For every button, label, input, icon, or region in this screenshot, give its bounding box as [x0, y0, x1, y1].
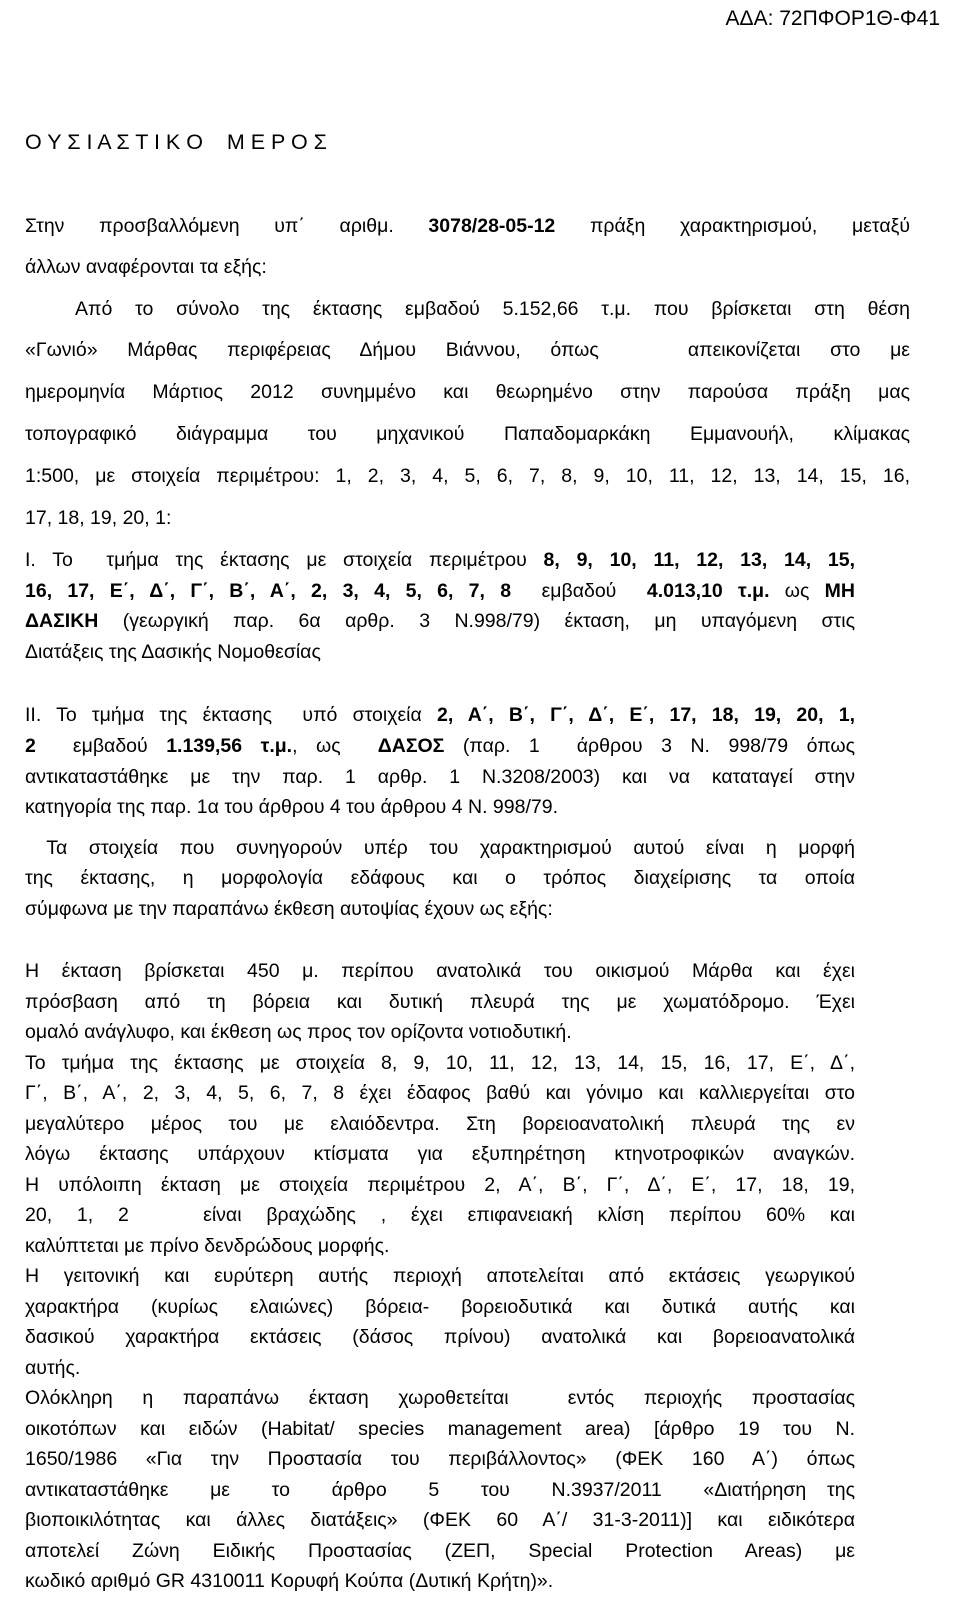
text-run: 1650/1986 «Για την Προστασία του περιβάλλοντος» (ΦΕΚ 160 Α΄) όπως: [25, 1448, 855, 1470]
text-line: [25, 1511, 855, 1531]
text-run: τοπογραφικό διάγραμμα του μηχανικού Παπαδομαρκάκη Εμμανουήλ, κλίμακας: [25, 423, 910, 445]
text-run: , ως: [292, 735, 378, 757]
bold-text-run: ΔΑΣΙΚΗ: [25, 610, 99, 632]
text-line: [25, 612, 855, 632]
text-line: [25, 962, 855, 982]
text-run: 1:500, με στοιχεία περιμέτρου: 1, 2, 3, 4, 5, 6, 7, 8, 9, 10, 11, 12, 13, 14, 15, 16,: [25, 465, 910, 487]
text-line: [25, 643, 321, 663]
text-line: [25, 383, 910, 403]
bold-text-run: ΔΑΣΟΣ: [377, 735, 445, 757]
text-run: αντικαταστάθηκε με την παρ. 1 αρθρ. 1 Ν.3208/2003) και να καταταγεί στην: [25, 766, 855, 788]
text-run: Στην προσβαλλόμενη υπ΄ αριθμ.: [25, 215, 429, 237]
text-line: [25, 1359, 80, 1379]
text-line: [25, 467, 910, 487]
text-run: Διατάξεις της Δασικής Νομοθεσίας: [25, 641, 321, 663]
text-run: 20, 1, 2 είναι βραχώδης , έχει επιφανειακή κλίση περίπου 60% και: [25, 1204, 855, 1226]
text-line: [75, 300, 910, 320]
text-line: [25, 1084, 855, 1104]
text-run: Η έκταση βρίσκεται 450 μ. περίπου ανατολικά του οικισμού Μάρθα και έχει: [25, 960, 855, 982]
text-line: [25, 1054, 855, 1074]
text-line: [25, 425, 910, 445]
text-line: [25, 706, 855, 726]
text-run: κατηγορία της παρ. 1α του άρθρου 4 του άρθρου 4 Ν. 998/79.: [25, 796, 558, 818]
text-line: [25, 993, 855, 1013]
text-run: (γεωργική παρ. 6α αρθρ. 3 Ν.998/79) έκταση, μη υπαγόμενη στις: [98, 610, 855, 632]
text-line: [25, 1389, 855, 1409]
text-run: 17, 18, 19, 20, 1:: [25, 507, 172, 529]
text-run: ημερομηνία Μάρτιος 2012 συνημμένο και θεωρημένο στην παρούσα πράξη μας: [25, 381, 910, 403]
text-run: αποτελεί Ζώνη Ειδικής Προστασίας (ΖΕΠ, Special Protection Areas) με: [25, 1540, 855, 1562]
text-run: ως: [769, 580, 825, 602]
text-line: [25, 1298, 855, 1318]
text-run: ΙΙ. Το τμήμα της έκτασης υπό στοιχεία: [25, 704, 437, 726]
text-line: [25, 798, 558, 818]
text-line: [25, 1145, 855, 1165]
text-run: βιοποικιλότητας και άλλες διατάξεις» (ΦΕΚ 60 Α΄/ 31-3-2011)] και ειδικότερα: [25, 1509, 855, 1531]
text-run: Ολόκληρη η παραπάνω έκταση χωροθετείται εντός περιοχής προστασίας: [25, 1387, 855, 1409]
text-line: [25, 869, 855, 889]
text-run: (παρ. 1 άρθρου 3 Ν. 998/79 όπως: [444, 735, 856, 757]
text-line: [25, 551, 855, 571]
text-line: [25, 341, 910, 361]
text-line: [25, 217, 910, 237]
text-line: [25, 1237, 389, 1257]
text-run: πρόσβαση από τη βόρεια και δυτική πλευρά της με χωματόδρομο. Έχει: [25, 991, 855, 1013]
text-run: εμβαδού: [35, 735, 167, 757]
text-run: Ι. Το τμήμα της έκτασης με στοιχεία περιμέτρου: [25, 549, 544, 571]
text-run: της έκτασης, η μορφολογία εδάφους και ο τρόπος διαχείρισης τα οποία: [25, 867, 855, 889]
text-run: Η γειτονική και ευρύτερη αυτής περιοχή αποτελείται από εκτάσεις γεωργικού: [25, 1265, 855, 1287]
text-run: Η υπόλοιπη έκταση με στοιχεία περιμέτρου 2, Α΄, Β΄, Γ΄, Δ΄, Ε΄, 17, 18, 19,: [25, 1174, 855, 1196]
text-line: [25, 1115, 855, 1135]
text-run: εμβαδού: [511, 580, 647, 602]
text-line: [25, 1176, 855, 1196]
text-line: [25, 768, 855, 788]
text-run: Το τμήμα της έκτασης με στοιχεία 8, 9, 10, 11, 12, 13, 14, 15, 16, 17, Ε΄, Δ΄,: [25, 1052, 855, 1074]
text-line: [25, 1572, 553, 1592]
text-run: πράξη χαρακτηρισμού, μεταξύ: [555, 215, 910, 237]
text-run: δασικού χαρακτήρα εκτάσεις (δάσος πρίνου) ανατολικά και βορειοανατολικά: [25, 1326, 855, 1348]
text-line: [25, 1267, 855, 1287]
text-line: [25, 1420, 855, 1440]
text-run: καλύπτεται με πρίνο δενδρώδους μορφής.: [25, 1235, 390, 1257]
text-run: άλλων αναφέρονται τα εξής:: [25, 256, 267, 278]
bold-text-run: 2: [25, 735, 36, 757]
text-line: [25, 1206, 855, 1226]
text-run: χαρακτήρα (κυρίως ελαιώνες) βόρεια- βορειοδυτικά και δυτικά αυτής και: [25, 1296, 855, 1318]
text-run: μεγαλύτερο μέρος του με ελαιόδεντρα. Στη βορειοανατολική πλευρά της εν: [25, 1113, 855, 1135]
text-line: [25, 1450, 855, 1470]
bold-text-run: 8, 9, 10, 11, 12, 13, 14, 15,: [543, 549, 855, 571]
text-run: οικοτόπων και ειδών (Habitat/ species management area) [άρθρο 19 του Ν.: [25, 1418, 855, 1440]
text-run: λόγω έκτασης υπάρχουν κτίσματα για εξυπηρέτηση κτηνοτροφικών αναγκών.: [25, 1143, 855, 1165]
bold-text-run: ΜΗ: [824, 580, 855, 602]
bold-text-run: 2, Α΄, Β΄, Γ΄, Δ΄, Ε΄, 17, 18, 19, 20, 1,: [436, 704, 856, 726]
text-line: [25, 509, 171, 529]
text-run: σύμφωνα με την παραπάνω έκθεση αυτοψίας έχουν ως εξής:: [25, 898, 553, 920]
text-run: Από το σύνολο της έκτασης εμβαδού 5.152,66 τ.μ. που βρίσκεται στη θέση: [75, 298, 910, 320]
bold-text-run: 3078/28-05-12: [428, 215, 556, 237]
text-line: [25, 1481, 855, 1501]
text-line: [25, 839, 855, 859]
text-run: αντικαταστάθηκε με το άρθρο 5 του Ν.3937/2011 «Διατήρηση της: [25, 1479, 855, 1501]
text-run: Γ΄, Β΄, Α΄, 2, 3, 4, 5, 6, 7, 8 έχει έδαφος βαθύ και γόνιμο και καλλιεργείται στο: [25, 1082, 855, 1104]
ada-header: ΑΔΑ: 72ΠΦΟΡ1Θ-Φ41: [725, 7, 940, 30]
text-line: [25, 1328, 855, 1348]
text-line: [25, 258, 267, 278]
text-line: [25, 1542, 855, 1562]
text-line: [25, 737, 855, 757]
section-title: Ο Υ Σ Ι Α Σ Τ Ι Κ Ο Μ Ε Ρ Ο Σ: [25, 130, 327, 154]
text-line: [25, 900, 553, 920]
text-line: [25, 1023, 572, 1043]
text-run: «Γωνιό» Μάρθας περιφέρειας Δήμου Βιάννου, όπως απεικονίζεται στο με: [25, 339, 910, 361]
text-run: αυτής.: [25, 1357, 81, 1379]
text-line: [25, 582, 855, 602]
text-run: Τα στοιχεία που συνηγορούν υπέρ του χαρακτηρισμού αυτού είναι η μορφή: [25, 837, 855, 859]
bold-text-run: 16, 17, Ε΄, Δ΄, Γ΄, Β΄, Α΄, 2, 3, 4, 5, 6, 7, 8: [25, 580, 512, 602]
bold-text-run: 1.139,56 τ.μ.: [166, 735, 293, 757]
text-run: κωδικό αριθμό GR 4310011 Κορυφή Κούπα (Δυτική Κρήτη)».: [25, 1570, 554, 1592]
text-run: ομαλό ανάγλυφο, και έκθεση ως προς τον ορίζοντα νοτιοδυτική.: [25, 1021, 572, 1043]
bold-text-run: 4.013,10 τ.μ.: [646, 580, 770, 602]
